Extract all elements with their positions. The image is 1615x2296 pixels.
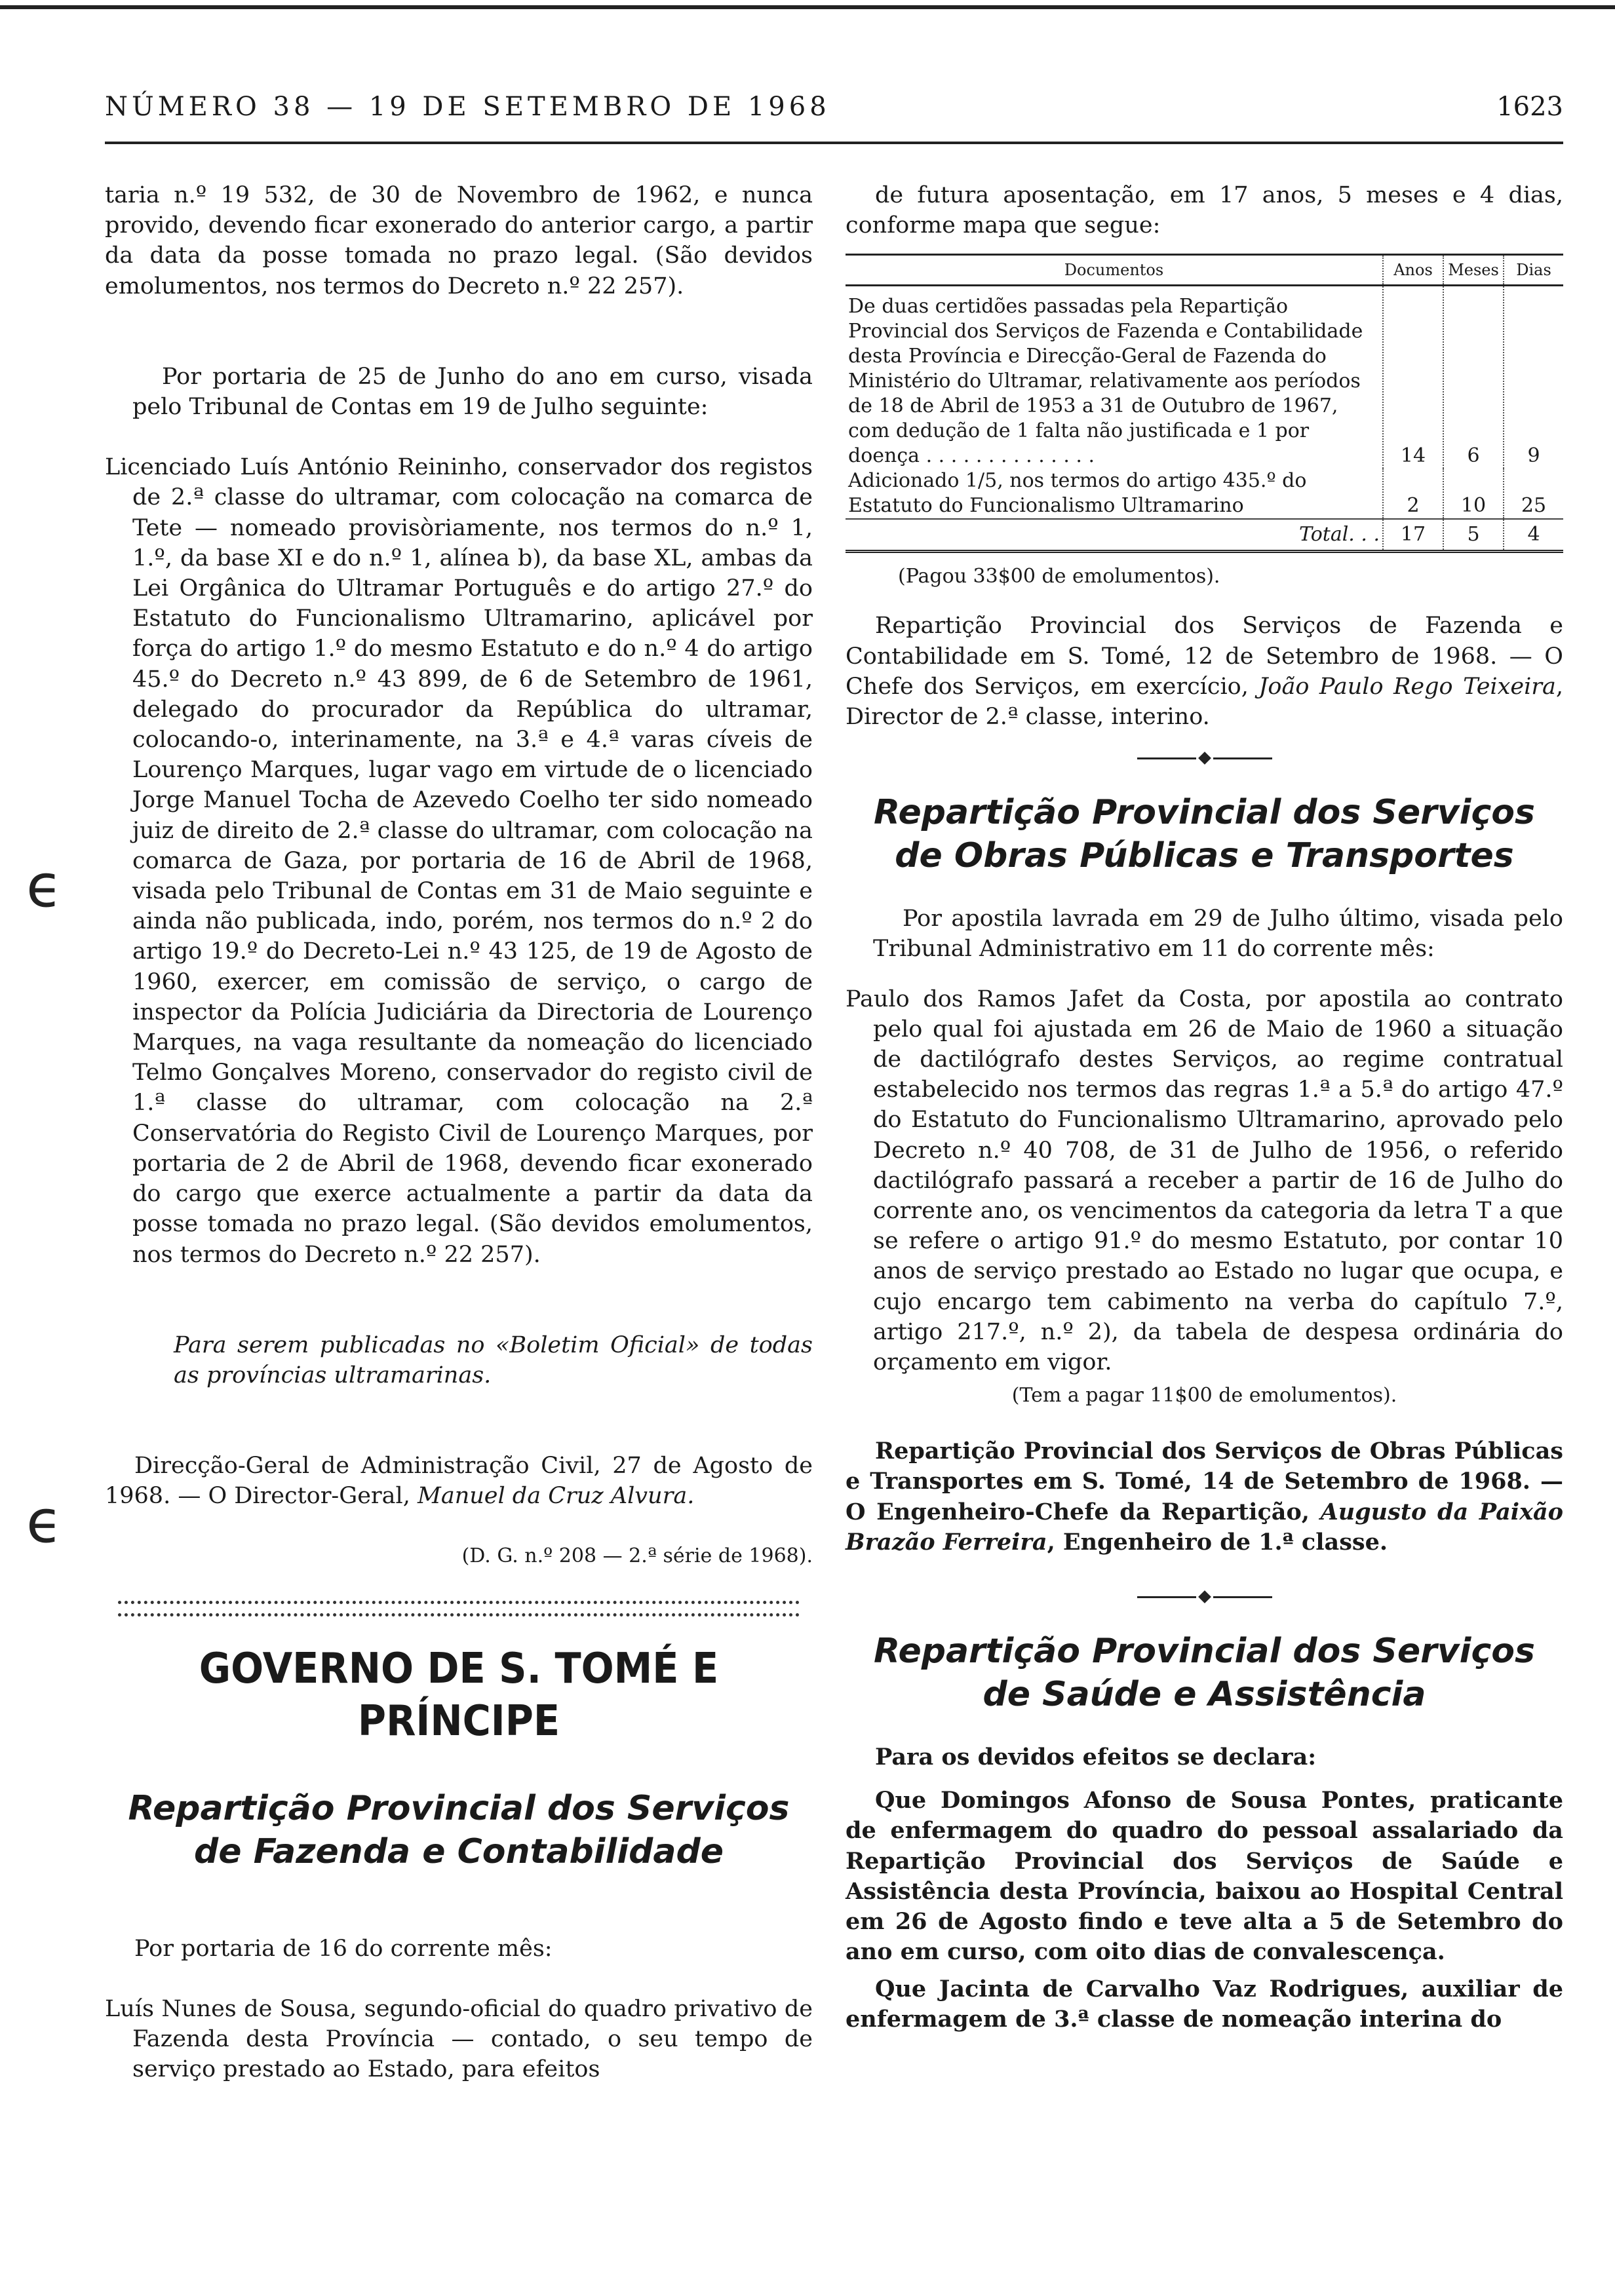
paragraph: de futura aposentação, em 17 anos, 5 meses e 4 dias, conforme mapa que segue: (846, 182, 1563, 239)
table-cell: 6 (1443, 286, 1504, 469)
section-title: de Saúde e Assistência (983, 1675, 1426, 1715)
table-row (846, 286, 1563, 469)
section-title: Repartição Provincial dos Serviços (128, 1788, 790, 1828)
text: Direcção-Geral de Administração Civil, 27 de Agosto de 1968. — O Director-Geral, (105, 1453, 813, 1510)
table-cell: 10 (1443, 469, 1504, 519)
section-title: de Obras Públicas e Transportes (895, 836, 1514, 876)
signatory: Manuel da Cruz Alvura. (417, 1483, 695, 1510)
paragraph: Paulo dos Ramos Jafet da Costa, por apostila ao contrato pelo qual foi ajustada em 26 de Maio de 1960 a situação de dactilógrafo destes Serviços, ao regime contratual estabelecido nos termos das regras 1.ª a 5.ª do artigo 47.º do Estatuto do Funcionalismo Ultramarino, aprovado pelo Decreto n.º 40 708, de 31 de Julho de 1956, o referido dactilógrafo passará a receber a partir de 16 de Julho do corrente ano, os vencimentos da categoria da letra T a que se refere o artigo 91.º do mesmo Estatuto, por contar 10 anos de serviço prestado ao Estado no lugar que ocupa, e cujo encargo tem cabimento na verba do capítulo 7.º, artigo 217.º, n.º 2), da tabela de despesa ordinária do orçamento em vigor. (846, 985, 1563, 1376)
section-title: de Fazenda e Contabilidade (194, 1831, 724, 1871)
table-cell: 9 (1504, 286, 1563, 469)
ornament-separator (846, 1584, 1563, 1610)
dotted-separator (118, 1601, 800, 1617)
service-time-table (846, 254, 1563, 553)
table-header: Documentos (846, 255, 1383, 286)
header-rule (105, 142, 1563, 144)
fee-note: (Tem a pagar 11$00 de emolumentos). (1011, 1384, 1397, 1407)
paragraph: Para os devidos efeitos se declara: (875, 1744, 1317, 1771)
text: Repartição Provincial dos Serviços de Obras Públicas e Transportes em S. Tomé, 14 de Setembro de 1968. — O Engenheiro-Chefe da Repartição, (846, 1438, 1563, 1525)
top-border-rule (0, 5, 1615, 9)
signature-paragraph (846, 611, 1563, 732)
government-title: GOVERNO DE S. TOMÉ E PRÍNCIPE (199, 1644, 719, 1746)
table-cell: Adicionado 1/5, nos termos do artigo 435.º do Estatuto do Funcionalismo Ultramarino (848, 469, 1307, 518)
table-cell: 14 (1383, 286, 1443, 469)
table-total-row (846, 519, 1563, 552)
paragraph: Licenciado Luís António Reininho, conservador dos registos de 2.ª classe do ultramar, com colocação na comarca de Tete — nomeado provisòriamente, nos termos do n.º 1, 1.º, da base XI e do n.º 1, alínea b), da base XL, ambas da Lei Orgânica do Ultramar Português e do artigo 27.º do Estatuto do Funcionalismo Ultramarino, aplicável por força do artigo 1.º do mesmo Estatuto e do n.º 4 do artigo 45.º do Decreto n.º 43 899, de 6 de Setembro de 1961, delegado do procurador da República do ultramar, colocando-o, interinamente, na 3.ª e 4.ª varas cíveis de Lourenço Marques, lugar vago em virtude de o licenciado Jorge Manuel Tocha de Azevedo Coelho ter sido nomeado juiz de direito de 2.ª classe do ultramar, com colocação na comarca de Gaza, por portaria de 16 de Abril de 1968, visada pelo Tribunal de Contas em 31 de Maio seguinte e ainda não publicada, indo, porém, nos termos do n.º 2 do artigo 19.º do Decreto-Lei n.º 43 125, de 19 de Agosto de 1960, exercer, em comissão de serviço, o cargo de inspector da Polícia Judiciária da Directoria de Lourenço Marques, na vaga resultante da nomeação do licenciado Telmo Gonçalves Moreno, conservador do registo civil de 1.ª classe do ultramar, com colocação na 2.ª Conservatória do Registo Civil de Lourenço Marques, por portaria de 2 de Abril de 1968, devendo ficar exonerado do cargo que exerce actualmente a partir da data da posse tomada no prazo legal. (São devidos emolumentos, nos termos do Decreto n.º 22 257). (105, 454, 813, 1268)
paragraph: Por apostila lavrada em 29 de Julho último, visada pelo Tribunal Administrativo em 11 do corrente mês: (873, 906, 1563, 963)
table-cell: 25 (1504, 469, 1563, 519)
paragraph: Por portaria de 16 do corrente mês: (134, 1935, 553, 1962)
page-number: 1623 (1496, 92, 1563, 122)
text: Repartição Provincial dos Serviços de Fazenda e Contabilidade em S. Tomé, 12 de Setembro de 1968. — O Chefe dos Serviços, em exercício, (846, 613, 1563, 700)
text: , Director de 2.ª classe, interino. (846, 673, 1563, 731)
table-cell: 5 (1443, 519, 1504, 552)
total-label: Total. . . (846, 519, 1383, 552)
table-header: Dias (1504, 255, 1563, 286)
signatory: João Paulo Rego Teixeira (1258, 673, 1556, 700)
margin-mark-icon: ϵ (26, 1487, 63, 1556)
paragraph: Para serem publicadas no «Boletim Oficial» de todas as províncias ultramarinas. (174, 1331, 813, 1388)
table-header-row (846, 255, 1563, 286)
issue-line: NÚMERO 38 — 19 DE SETEMBRO DE 1968 (105, 92, 830, 122)
paragraph: Que Jacinta de Carvalho Vaz Rodrigues, auxiliar de enfermagem de 3.ª classe de nomeação interina do (846, 1975, 1563, 2033)
margin-mark-icon: ϵ (26, 852, 63, 921)
table-header: Anos (1383, 255, 1443, 286)
table-cell: 17 (1383, 519, 1443, 552)
table-header: Meses (1443, 255, 1504, 286)
paragraph: taria n.º 19 532, de 30 de Novembro de 1962, e nunca provido, devendo ficar exonerado do anterior cargo, a partir da data da posse tomada no prazo legal. (São devidos emolumentos, nos termos do Decreto n.º 22 257). (105, 182, 813, 299)
right-column (846, 180, 1563, 2035)
paragraph: Por portaria de 25 de Junho do ano em curso, visada pelo Tribunal de Contas em 19 de Julho seguinte: (132, 363, 813, 421)
section-title: Repartição Provincial dos Serviços (874, 1632, 1535, 1672)
paragraph: Que Domingos Afonso de Sousa Pontes, praticante de enfermagem do quadro do pessoal assalariado da Repartição Provincial dos Serviços de Saúde e Assistência desta Província, baixou ao Hospital Central em 26 de Agosto findo e teve alta a 5 de Setembro do ano em curso, com oito dias de convalescença. (846, 1787, 1563, 1966)
ornament-separator (846, 745, 1563, 771)
fee-note: (Pagou 33$00 de emolumentos). (898, 565, 1220, 588)
page-header (105, 92, 1563, 131)
table-cell: De duas certidões passadas pela Repartição Provincial dos Serviços de Fazenda e Contabilidade desta Província e Direcção-Geral de Fazenda do Ministério do Ultramar, relativamente aos períodos de 18 de Abril de 1953 a 31 de Outubro de 1967, com dedução de 1 falta não justificada e 1 por doença . . . . . . . . . . . . . . (848, 295, 1363, 468)
signature-paragraph (105, 1451, 813, 1511)
table-row (846, 469, 1563, 519)
table-cell: 4 (1504, 519, 1563, 552)
signature-paragraph (846, 1436, 1563, 1558)
signatory: Augusto da Paixão Brazão Ferreira (846, 1498, 1563, 1556)
table-cell: 2 (1383, 469, 1443, 519)
source-note: (D. G. n.º 208 — 2.ª série de 1968). (461, 1544, 813, 1567)
section-title: Repartição Provincial dos Serviços (874, 793, 1535, 833)
text: , Engenheiro de 1.ª classe. (1047, 1528, 1388, 1556)
left-column (105, 180, 813, 2084)
paragraph: Luís Nunes de Sousa, segundo-oficial do quadro privativo de Fazenda desta Província — contado, o seu tempo de serviço prestado ao Estado, para efeitos (105, 1995, 813, 2083)
